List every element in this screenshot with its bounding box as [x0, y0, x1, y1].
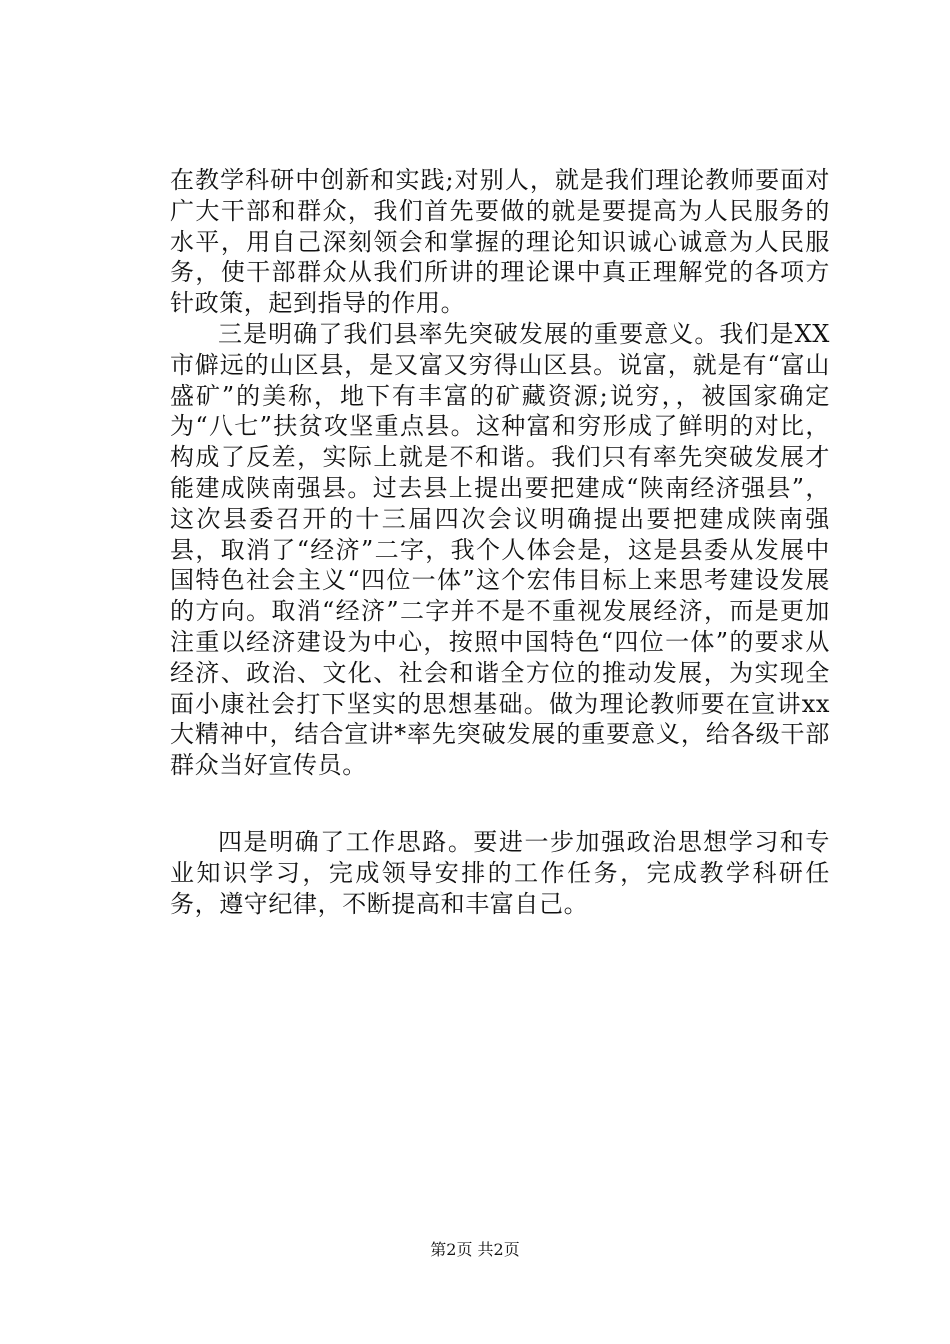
document-body [170, 165, 830, 919]
paragraph-point-four: 四是明确了工作思路。要进一步加强政治思想学习和专业知识学习，完成领导安排的工作任务，完成教学科研任务，遵守纪律，不断提高和丰富自己。 [170, 827, 830, 918]
paragraph-continuation: 在教学科研中创新和实践;对别人，就是我们理论教师要面对广大干部和群众，我们首先要做的就是要提高为人民服务的水平，用自己深刻领会和掌握的理论知识诚心诚意为人民服务，使干部群众从我们所讲的理论课中真正理解党的各项方针政策，起到指导的作用。 [170, 166, 830, 318]
page-number-footer: 第2页 共2页 [430, 1240, 520, 1259]
paragraph-point-three: 三是明确了我们县率先突破发展的重要意义。我们是XX市僻远的山区县，是又富又穷得山区县。说富，就是有“富山盛矿”的美称，地下有丰富的矿藏资源;说穷，，被国家确定为“八七”扶贫攻坚重点县。这种富和穷形成了鲜明的对比，构成了反差，实际上就是不和谐。我们只有率先突破发展才能建成陕南强县。过去县上提出要把建成“陕南经济强县”，这次县委召开的十三届四次会议明确提出要把建成陕南强县，取消了“经济”二字，我个人体会是，这是县委从发展中国特色社会主义“四位一体”这个宏伟目标上来思考建设发展的方向。取消“经济”二字并不是不重视发展经济，而是更加注重以经济建设为中心，按照中国特色“四位一体”的要求从经济、政治、文化、社会和谐全方位的推动发展，为实现全面小康社会打下坚实的思想基础。做为理论教师要在宣讲xx大精神中，结合宣讲*率先突破发展的重要意义，给各级干部群众当好宣传员。 [170, 319, 830, 780]
